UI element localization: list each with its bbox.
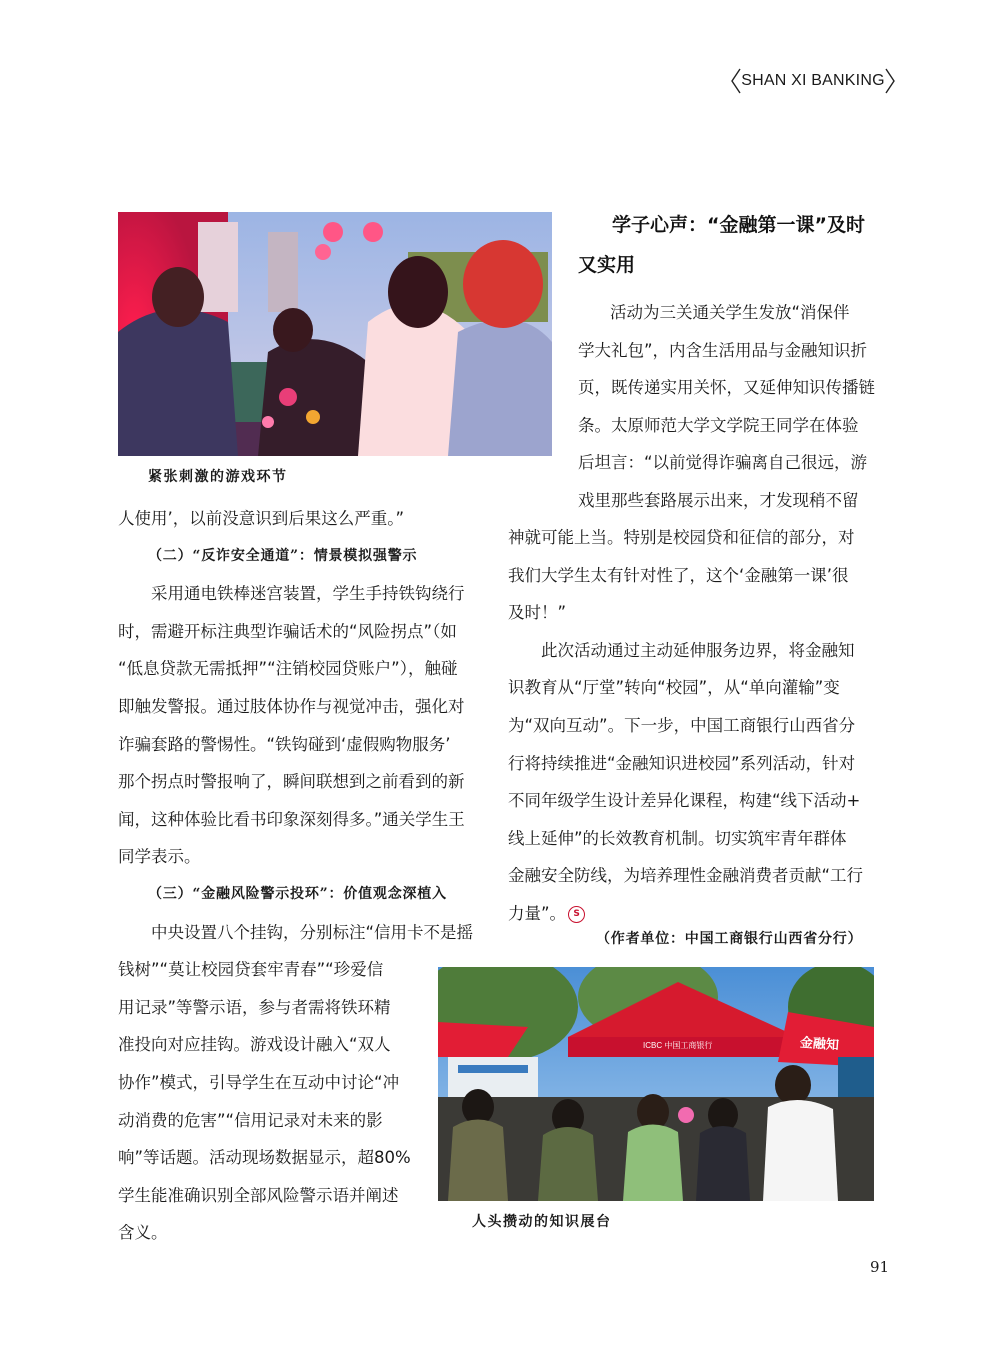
paragraph-line: 用记录”等警示语，参与者需将铁环精 xyxy=(118,997,391,1017)
section-title-line: 又实用 xyxy=(578,254,636,276)
paragraph-line: 含义。 xyxy=(118,1223,168,1243)
banner-text: 金融知 xyxy=(799,1035,840,1054)
section-heading-2: （二）“反诈安全通道”：情景模拟强警示 xyxy=(148,547,418,564)
paragraph-text: 力量”。 xyxy=(508,903,567,923)
paragraph-line: 我们大学生太有针对性了，这个‘金融第一课’很 xyxy=(508,565,849,585)
paragraph-line xyxy=(508,895,878,933)
paragraph-line: 条。太原师范大学文学院王同学在体验 xyxy=(578,415,859,435)
paragraph-line: 人使用’，以前没意识到后果这么严重。” xyxy=(118,509,405,528)
photo-game-session xyxy=(118,212,552,456)
photo-caption: 紧张刺激的游戏环节 xyxy=(148,469,288,485)
paragraph-line: 后坦言：“以前觉得诈骗离自己很远，游 xyxy=(578,453,868,473)
paragraph-line: 协作”模式，引导学生在互动中讨论“冲 xyxy=(118,1072,400,1092)
paragraph-line: 采用通电铁棒迷宫装置，学生手持铁钩绕行 xyxy=(118,584,465,604)
paragraph-line: 诈骗套路的警惕性。“铁钩碰到‘虚假购物服务’ xyxy=(118,734,451,754)
paragraph-line: 此次活动通过主动延伸服务边界，将金融知 xyxy=(508,640,855,660)
paragraph-line: 神就可能上当。特别是校园贷和征信的部分，对 xyxy=(508,528,855,547)
paragraph-line: 时，需避开标注典型诈骗话术的“风险拐点”（如 xyxy=(118,621,457,641)
paragraph-line: 页，既传递实用关怀，又延伸知识传播链 xyxy=(578,378,875,398)
paragraph-line: 准投向对应挂钩。游戏设计融入“双人 xyxy=(118,1035,391,1055)
left-column xyxy=(118,500,488,1252)
paragraph-line: 同学表示。 xyxy=(118,847,201,867)
paragraph-line: 线上延伸”的长效教育机制。切实筑牢青年群体 xyxy=(508,828,847,848)
right-column-top xyxy=(578,294,878,520)
paragraph-line: 中央设置八个挂钩，分别标注“信用卡不是摇 xyxy=(118,922,474,942)
paragraph-line: 学生能准确识别全部风险警示语并阐述 xyxy=(118,1185,399,1205)
paragraph-line: 即触发警报。通过肢体协作与视觉冲击，强化对 xyxy=(118,696,465,716)
paragraph-line: 识教育从“厅堂”转向“校园”，从“单向灌输”变 xyxy=(508,678,840,698)
page-number: 91 xyxy=(870,1258,890,1276)
paragraph-line: 金融安全防线，为培养理性金融消费者贡献“工行 xyxy=(508,866,864,886)
running-header-label: SHAN XI BANKING xyxy=(741,72,885,89)
paragraph-line: 钱树”“莫让校园贷套牢青春”“珍爱信 xyxy=(118,960,384,980)
paragraph-line: 为“双向互动”。下一步，中国工商银行山西省分 xyxy=(508,715,856,735)
paragraph-line: 动消费的危害”“信用记录对未来的影 xyxy=(118,1110,383,1130)
section-title-line: 学子心声：“金融第一课”及时 xyxy=(612,214,865,236)
photo-caption: 人头攒动的知识展台 xyxy=(472,1214,612,1230)
paragraph-line: 活动为三关通关学生发放“消保伴 xyxy=(610,303,850,322)
paragraph-line: 不同年级学生设计差异化课程，构建“线下活动+ xyxy=(508,791,861,811)
paragraph-line: 学大礼包”，内含生活用品与金融知识折 xyxy=(578,340,868,360)
paragraph-line: 戏里那些套路展示出来，才发现稍不留 xyxy=(578,490,859,510)
paragraph-line: 响”等话题。活动现场数据显示，超80% xyxy=(118,1148,411,1168)
photo-knowledge-booth xyxy=(438,967,874,1201)
tent-logo: ICBC 中国工商银行 xyxy=(643,1041,713,1050)
paragraph-line: 及时！” xyxy=(508,603,567,623)
paragraph-line: 闻，这种体验比看书印象深刻得多。”通关学生王 xyxy=(118,809,465,829)
right-column xyxy=(508,519,878,933)
end-mark-icon: S xyxy=(568,906,585,923)
running-header xyxy=(730,68,896,94)
author-affiliation: （作者单位：中国工商银行山西省分行） xyxy=(596,931,863,947)
paragraph-line: “低息贷款无需抵押”“注销校园贷账户”），触碰 xyxy=(118,659,458,679)
section-title xyxy=(578,205,878,285)
section-heading-3: （三）“金融风险警示投环”：价值观念深植入 xyxy=(148,885,447,902)
paragraph-line: 行将持续推进“金融知识进校园”系列活动，针对 xyxy=(508,753,856,773)
paragraph-line: 那个拐点时警报响了，瞬间联想到之前看到的新 xyxy=(118,772,465,792)
